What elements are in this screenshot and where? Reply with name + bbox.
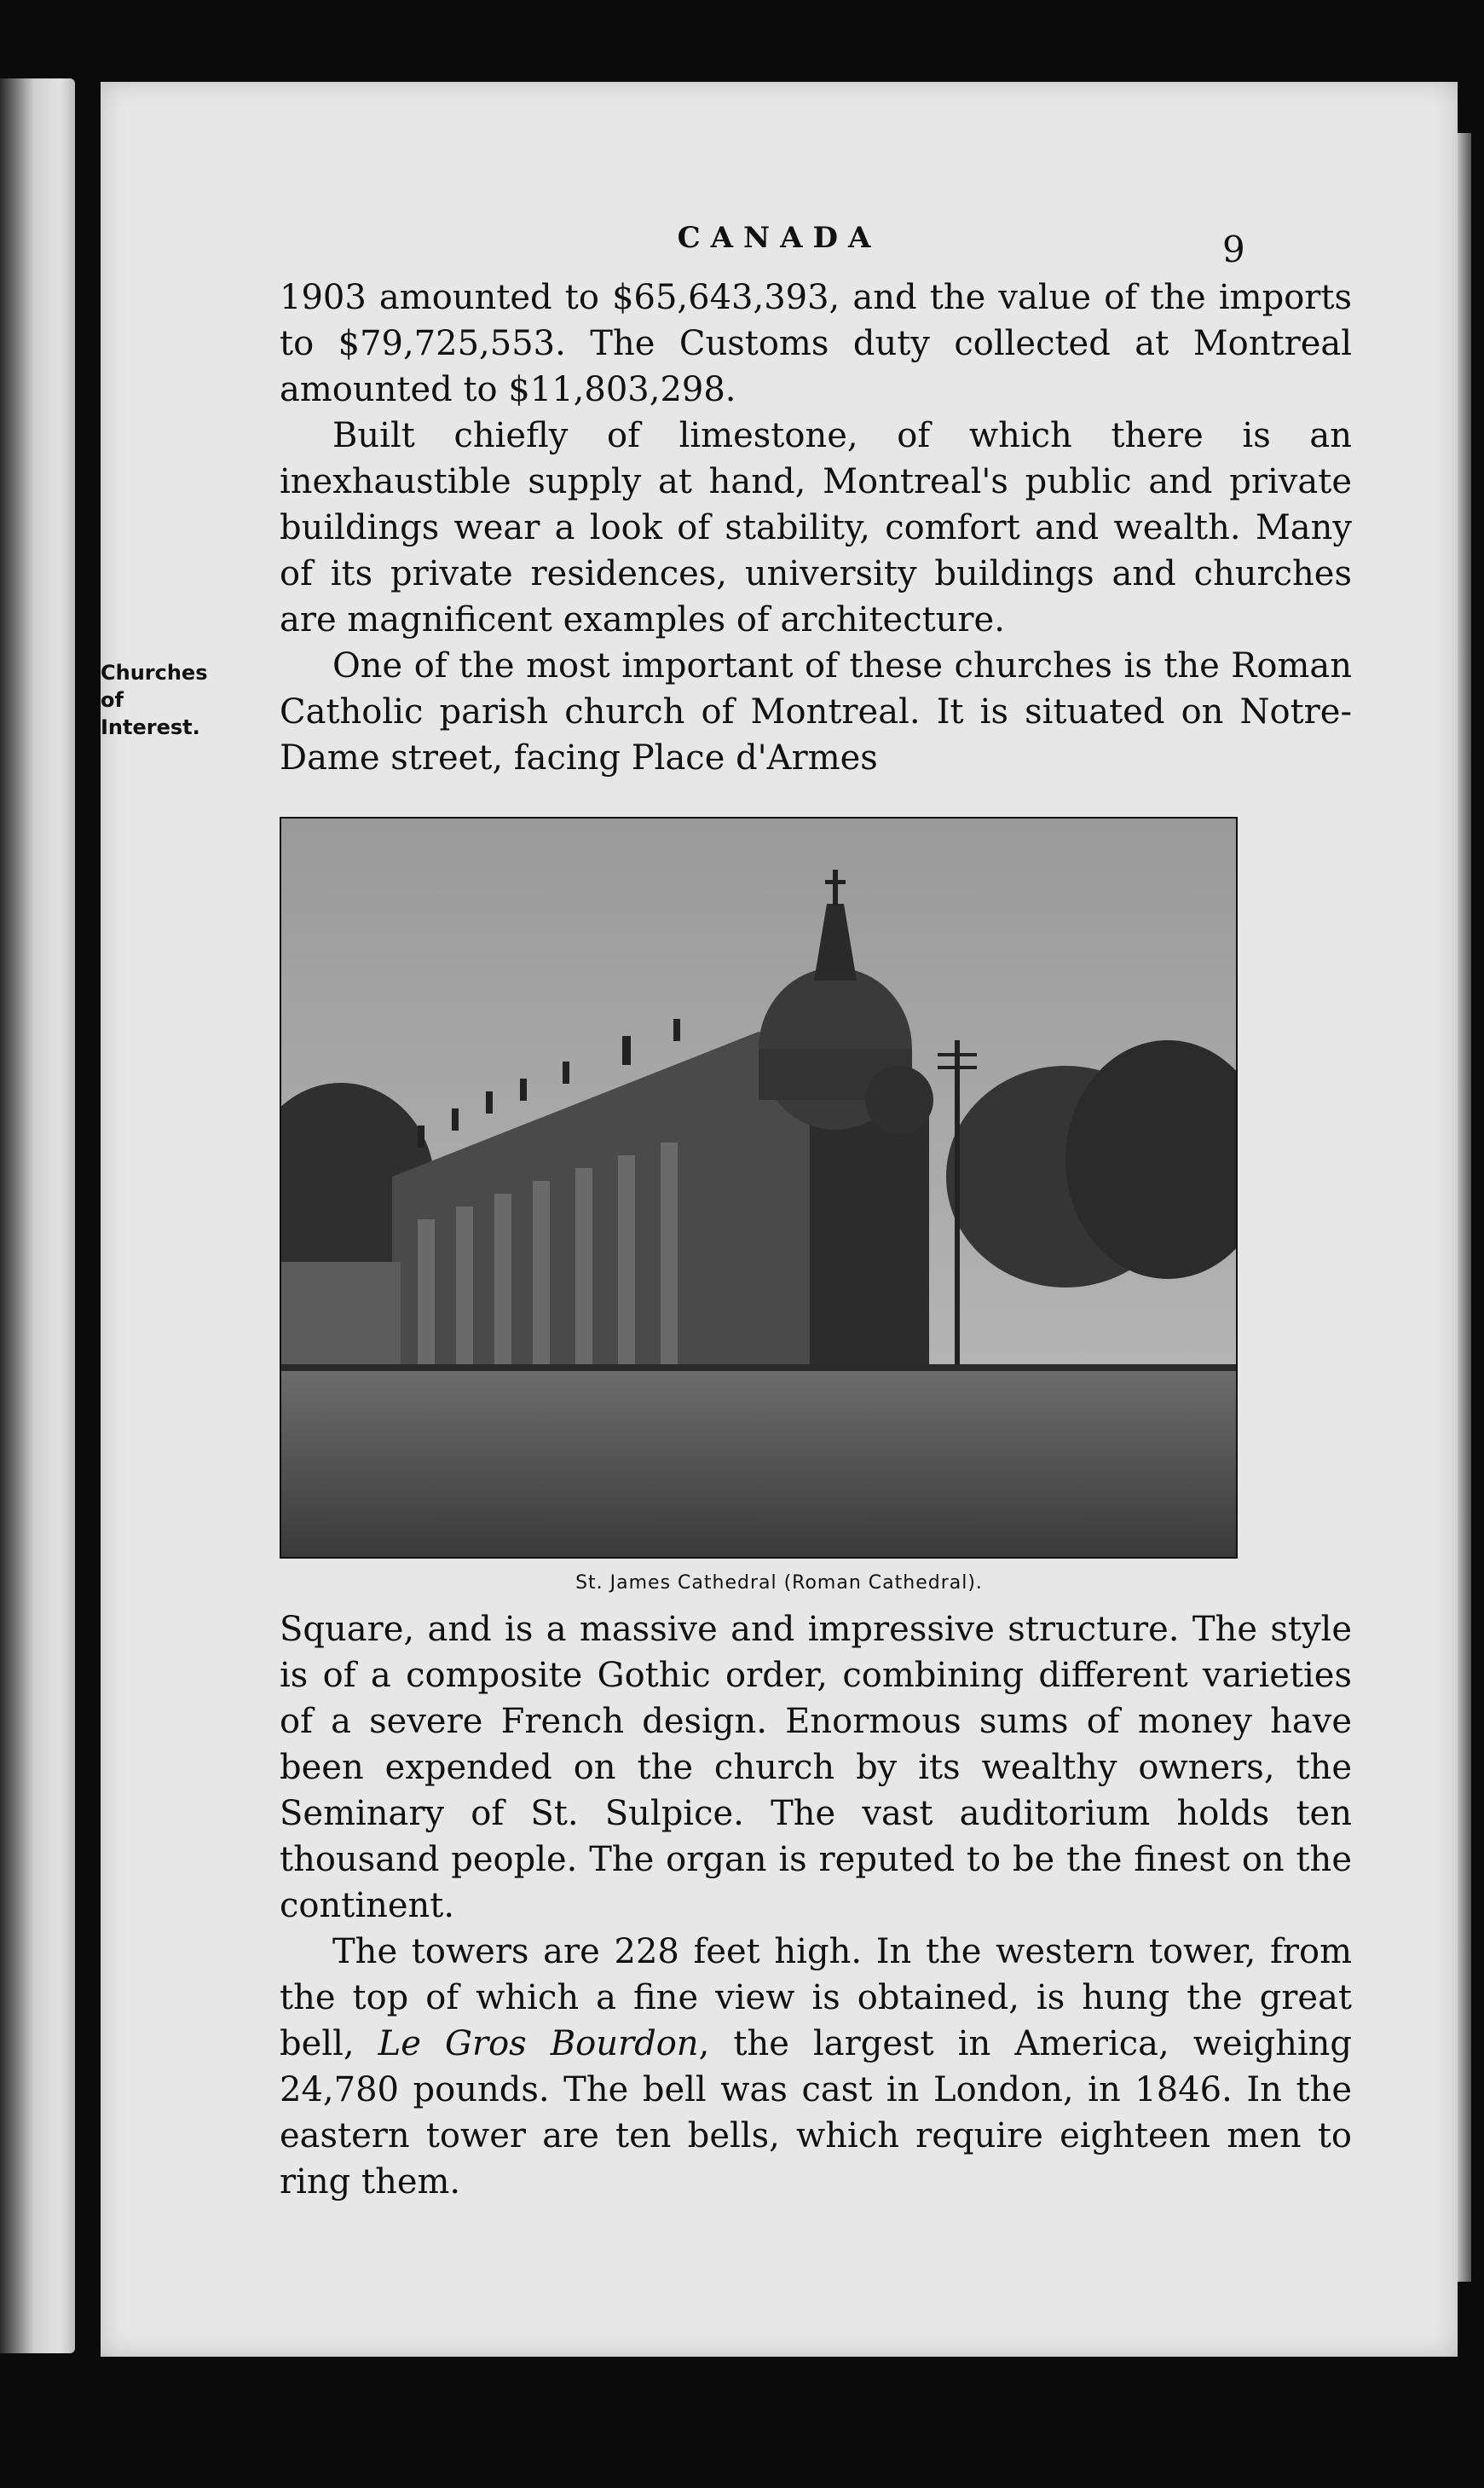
margin-note-line-1: Churches of bbox=[101, 661, 208, 712]
cathedral-illustration bbox=[281, 819, 1236, 1557]
bell-name: Le Gros Bourdon bbox=[378, 2024, 699, 2063]
running-head: CANADA bbox=[677, 221, 881, 255]
text-block-top bbox=[280, 275, 1352, 781]
cathedral-photograph bbox=[280, 817, 1238, 1559]
margin-note-line-2: Interest. bbox=[101, 715, 200, 739]
book-page bbox=[101, 82, 1458, 2357]
text-block-bottom bbox=[280, 1606, 1352, 2205]
margin-note bbox=[101, 659, 208, 741]
adjacent-page-edge bbox=[0, 78, 75, 2353]
paragraph-4: Square, and is a massive and impressive structure. The style is of a composite Gothic order, combining different varieties of a severe French design. Enormous sums of money have been expended on the church by its wealthy owners, the Seminary of St. Sulpice. The vast auditorium holds ten thousand people. The organ is reputed to be the finest on the continent. bbox=[280, 1610, 1352, 1925]
figure-caption: St. James Cathedral (Roman Cathedral). bbox=[575, 1572, 983, 1594]
paragraph-5: The towers are 228 feet high. In the western tower, from the top of which a fine view is obtained, is hung the great bell, Le Gros Bourdon, the largest in America, weighing 24,780 pounds. The bell was cast in London, in 1846. In the eastern tower are ten bells, which require eighteen men to ring them. bbox=[280, 1932, 1353, 2202]
page-number: 9 bbox=[1222, 229, 1245, 270]
paragraph-1: 1903 amounted to $65,643,393, and the value of the imports to $79,725,553. The Customs duty collected at Montreal amounted to $11,803,298. bbox=[280, 278, 1352, 409]
paragraph-2: Built chiefly of limestone, of which there is an inexhaustible supply at hand, Montreal's public and private buildings wear a look of stability, comfort and wealth. Many of its private residences, university buildings and churches are magnificent examples of architecture. bbox=[280, 416, 1352, 639]
paragraph-3: One of the most important of these churches is the Roman Catholic parish church of Montreal. It is situated on Notre-Dame street, facing Place d'Armes bbox=[280, 646, 1352, 778]
